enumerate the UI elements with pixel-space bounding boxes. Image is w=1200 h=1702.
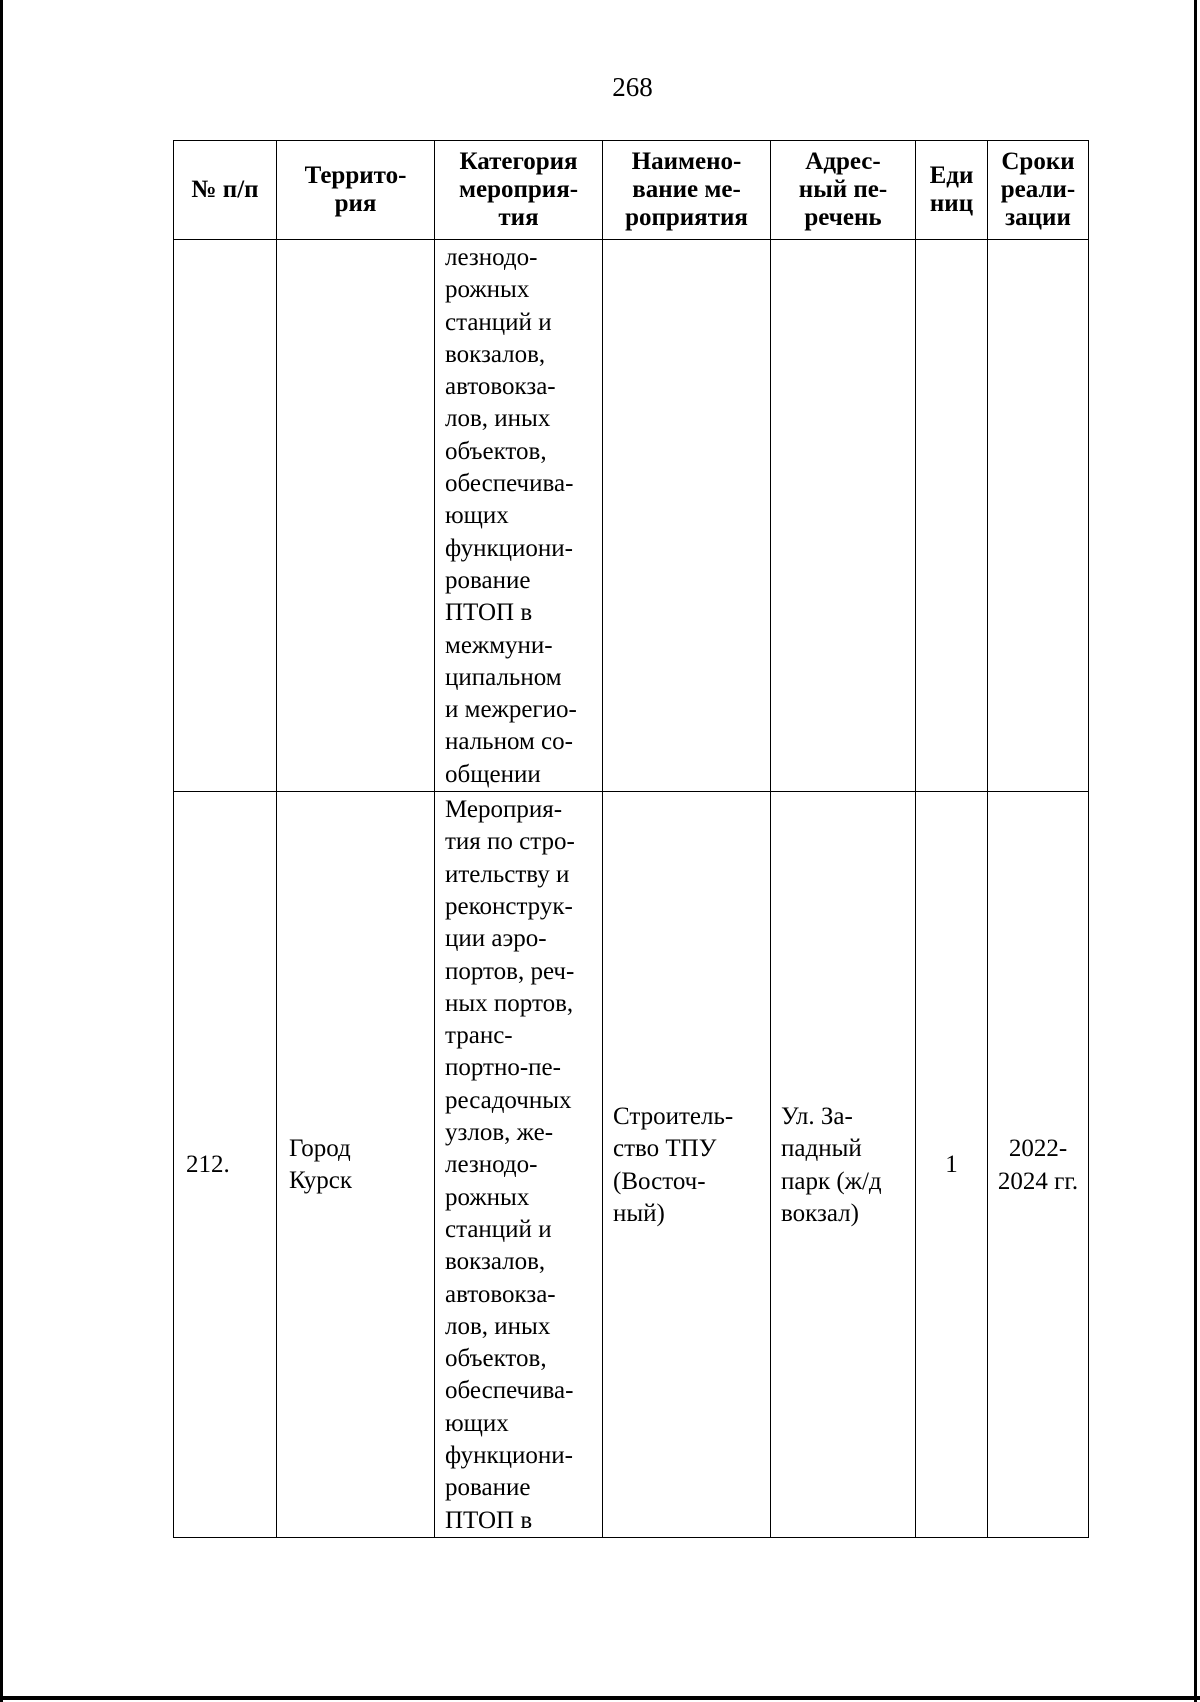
cell-term <box>988 240 1089 792</box>
cell-territory: Город Курск <box>277 792 435 1538</box>
cell-name <box>603 240 771 792</box>
cell-number <box>174 240 277 792</box>
header-category: Категория мероприя- тия <box>435 141 603 240</box>
header-units: Еди ниц <box>916 141 988 240</box>
cell-name: Строитель- ство ТПУ (Восточ- ный) <box>603 792 771 1538</box>
table-row <box>174 240 1089 792</box>
cell-territory <box>277 240 435 792</box>
table-row <box>174 792 1089 1538</box>
header-number: № п/п <box>174 141 277 240</box>
table-header-row <box>174 141 1089 240</box>
cell-category: лезнодо- рожных станций и вокзалов, автовокза- лов, иных объектов, обеспечива- ющих функциони- рование ПТОП в межмуни- ципальном и межрегио- нальном со- общении <box>435 240 603 792</box>
header-name: Наимено- вание ме- роприятия <box>603 141 771 240</box>
scan-edge-right <box>1194 0 1197 1702</box>
page-number: 268 <box>612 72 653 102</box>
header-territory: Террито- рия <box>277 141 435 240</box>
cell-address: Ул. За- падный парк (ж/д вокзал) <box>771 792 916 1538</box>
cell-term: 2022- 2024 гг. <box>988 792 1089 1538</box>
scan-edge-bottom <box>0 1696 1200 1700</box>
cell-category: Мероприя- тия по стро- ительству и реконструк- ции аэро- портов, реч- ных портов, транс- портно-пе- ресадочных узлов, же- лезнодо- рожных станций и вокзалов, автовокза- лов, иных объектов, обеспечива- ющих функциони- рование ПТОП в <box>435 792 603 1538</box>
header-term: Сроки реали- зации <box>988 141 1089 240</box>
cell-units <box>916 240 988 792</box>
scan-edge-left <box>0 0 3 1702</box>
cell-address <box>771 240 916 792</box>
cell-units: 1 <box>916 792 988 1538</box>
cell-number: 212. <box>174 792 277 1538</box>
header-address: Адрес- ный пе- речень <box>771 141 916 240</box>
measures-table <box>173 140 1089 1538</box>
